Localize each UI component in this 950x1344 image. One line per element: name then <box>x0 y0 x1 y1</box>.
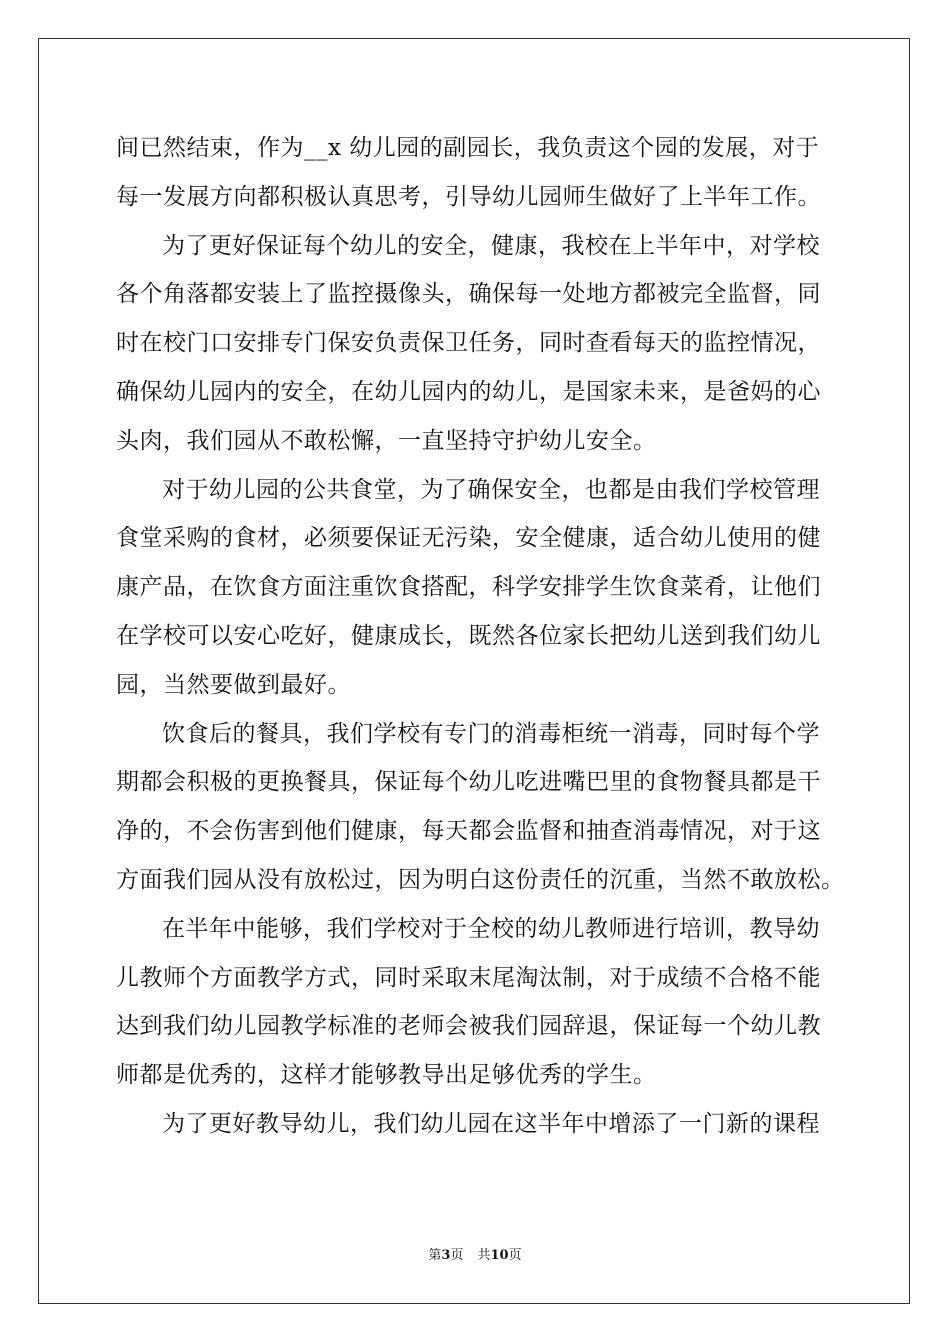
text-line: 确保幼儿园内的安全，在幼儿园内的幼儿，是国家未来，是爸妈的心 <box>116 378 821 405</box>
text-line: 康产品，在饮食方面注重饮食搭配，科学安排学生饮食菜肴，让他们 <box>116 574 821 601</box>
footer-total-number: 10 <box>490 1248 509 1263</box>
text-line: 头肉，我们园从不敢松懈，一直坚持守护幼儿安全。 <box>116 427 657 454</box>
footer-page-number: 3 <box>441 1248 451 1263</box>
text-line: 为了更好教导幼儿，我们幼儿园在这半年中增添了一门新的课程 <box>162 1110 820 1137</box>
footer-page-prefix: 第 <box>428 1248 442 1263</box>
text-line: 食堂采购的食材，必须要保证无污染，安全健康，适合幼儿使用的健 <box>116 525 821 552</box>
text-line: 净的，不会伤害到他们健康，每天都会监督和抽查消毒情况，对于这 <box>116 818 821 845</box>
text-line: 期都会积极的更换餐具，保证每个幼儿吃进嘴巴里的食物餐具都是干 <box>116 769 821 796</box>
footer-page-suffix: 页 <box>450 1248 464 1263</box>
text-line: 儿教师个方面教学方式，同时采取末尾淘汰制，对于成绩不合格不能 <box>116 964 821 991</box>
text-line: 师都是优秀的，这样才能够教导出足够优秀的学生。 <box>116 1062 657 1089</box>
page-footer <box>0 1246 950 1266</box>
footer-total-suffix: 页 <box>508 1248 522 1263</box>
text-line: 对于幼儿园的公共食堂，为了确保安全，也都是由我们学校管理 <box>162 476 820 503</box>
text-line: 在学校可以安心吃好，健康成长，既然各位家长把幼儿送到我们幼儿 <box>116 622 821 649</box>
text-line: 每一发展方向都积极认真思考，引导幼儿园师生做好了上半年工作。 <box>116 183 821 210</box>
text-line: 各个角落都安装上了监控摄像头，确保每一处地方都被完全监督，同 <box>116 281 821 308</box>
footer-total-prefix: 共 <box>477 1248 491 1263</box>
text-line: 园，当然要做到最好。 <box>116 671 351 698</box>
text-line: 达到我们幼儿园教学标准的老师会被我们园辞退，保证每一个幼儿教 <box>116 1013 821 1040</box>
document-body <box>116 124 845 1149</box>
text-line: 饮食后的餐具，我们学校有专门的消毒柜统一消毒，同时每个学 <box>162 720 820 747</box>
text-line: 为了更好保证每个幼儿的安全，健康，我校在上半年中，对学校 <box>162 232 820 259</box>
text-line: 在半年中能够，我们学校对于全校的幼儿教师进行培训，教导幼 <box>162 915 820 942</box>
text-line: 方面我们园从没有放松过，因为明白这份责任的沉重，当然不敢放松。 <box>116 866 845 893</box>
text-line: 时在校门口安排专门保安负责保卫任务，同时查看每天的监控情况， <box>116 330 821 357</box>
text-line: 间已然结束，作为__x 幼儿园的副园长，我负责这个园的发展，对于 <box>116 135 820 161</box>
